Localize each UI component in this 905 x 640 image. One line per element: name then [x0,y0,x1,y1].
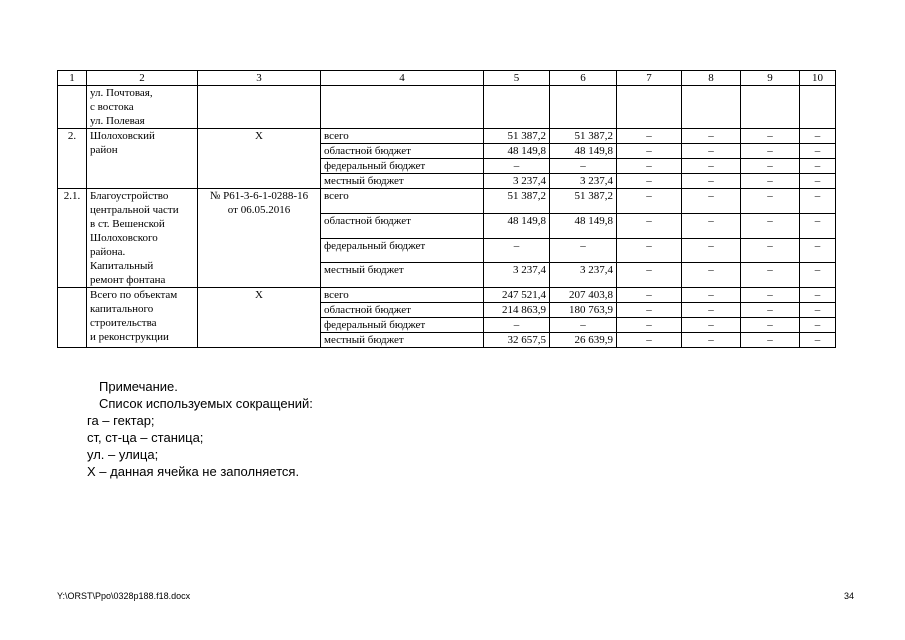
value-cell: – [741,159,800,174]
value-cell: 48 149,8 [484,144,550,159]
col-header: 6 [550,71,617,86]
value-cell: 51 387,2 [484,189,550,214]
value-cell: 3 237,4 [484,263,550,288]
note-item: ст, ст-ца – станица; [87,430,204,445]
value-cell: – [682,238,741,263]
value-cell: – [741,174,800,189]
value-cell: – [682,189,741,214]
col-header: 9 [741,71,800,86]
value-cell: – [617,318,682,333]
object-name-cell: ул. Почтовая, с востока ул. Полевая [87,86,198,129]
value-cell: – [741,189,800,214]
value-cell: – [800,303,836,318]
col-header: 5 [484,71,550,86]
row-number-cell: 2.1. [58,189,87,288]
object-name-cell: Благоустройство центральной части в ст. Вешенской Шолоховского района. Капитальный ремонт фонтана [87,189,198,288]
value-cell: – [800,238,836,263]
value-cell: – [800,213,836,238]
value-cell: 48 149,8 [550,213,617,238]
funding-source-cell: федеральный бюджет [321,238,484,263]
value-cell: – [800,263,836,288]
value-cell: – [682,288,741,303]
value-cell: 51 387,2 [484,129,550,144]
object-name-cell: Всего по объектам капитального строительства и реконструкции [87,288,198,348]
value-cell: – [617,333,682,348]
value-cell: – [741,213,800,238]
value-cell: 180 763,9 [550,303,617,318]
value-cell: 48 149,8 [484,213,550,238]
note-title: Примечание. [99,379,178,394]
value-cell: – [682,263,741,288]
value-cell: 51 387,2 [550,189,617,214]
table-row [58,288,836,303]
value-cell: – [741,263,800,288]
note-item: Х – данная ячейка не заполняется. [87,464,300,479]
funding-source-cell: областной бюджет [321,144,484,159]
note-block [87,378,313,480]
value-cell: – [617,129,682,144]
value-cell: 51 387,2 [550,129,617,144]
value-cell: – [741,303,800,318]
value-cell: 3 237,4 [550,174,617,189]
value-cell: 3 237,4 [484,174,550,189]
value-cell: – [682,333,741,348]
value-cell: – [682,144,741,159]
value-cell: – [617,303,682,318]
continuation-row [58,86,836,129]
value-cell: – [617,174,682,189]
funding-source-cell: федеральный бюджет [321,318,484,333]
value-cell: – [617,213,682,238]
col-header: 8 [682,71,741,86]
page-number: 34 [844,591,855,601]
note-item: ул. – улица; [87,447,159,462]
funding-source-cell: всего [321,129,484,144]
value-cell: – [617,189,682,214]
value-cell: – [682,213,741,238]
funding-source-cell: местный бюджет [321,263,484,288]
value-cell: – [682,129,741,144]
row-number-cell [58,288,87,348]
value-cell: – [484,318,550,333]
value-cell: 32 657,5 [484,333,550,348]
col-header: 4 [321,71,484,86]
value-cell: – [484,238,550,263]
file-path: Y:\ORST\Ppo\0328p188.f18.docx [57,591,191,601]
value-cell: – [617,238,682,263]
value-cell: 214 863,9 [484,303,550,318]
value-cell: – [800,318,836,333]
budget-table [57,70,836,348]
col-header: 2 [87,71,198,86]
value-cell: 247 521,4 [484,288,550,303]
value-cell: – [741,333,800,348]
value-cell: – [800,129,836,144]
value-cell: – [682,159,741,174]
value-cell: – [484,159,550,174]
table-row [58,129,836,144]
value-cell: – [682,318,741,333]
funding-source-cell: областной бюджет [321,213,484,238]
row-number-cell: 2. [58,129,87,189]
funding-source-cell: местный бюджет [321,333,484,348]
value-cell: – [741,144,800,159]
funding-source-cell: местный бюджет [321,174,484,189]
value-cell: – [741,288,800,303]
value-cell: – [617,288,682,303]
value-cell: – [800,159,836,174]
value-cell: 48 149,8 [550,144,617,159]
value-cell: – [682,174,741,189]
col-header: 3 [198,71,321,86]
document-code-cell: Х [198,129,321,189]
value-cell: 3 237,4 [550,263,617,288]
funding-source-cell: федеральный бюджет [321,159,484,174]
value-cell: – [800,333,836,348]
col-header: 10 [800,71,836,86]
value-cell: – [800,189,836,214]
value-cell: – [617,159,682,174]
value-cell: – [617,144,682,159]
document-code-cell: № Р61-3-6-1-0288-16 от 06.05.2016 [198,189,321,288]
value-cell: – [741,238,800,263]
value-cell: – [741,129,800,144]
header-row [58,71,836,86]
col-header: 7 [617,71,682,86]
value-cell: 26 639,9 [550,333,617,348]
value-cell: – [800,174,836,189]
value-cell: – [741,318,800,333]
funding-source-cell: всего [321,189,484,214]
object-name-cell: Шолоховский район [87,129,198,189]
value-cell: – [800,144,836,159]
funding-source-cell: всего [321,288,484,303]
note-list-title: Список используемых сокращений: [99,396,313,411]
value-cell: – [682,303,741,318]
value-cell: – [617,263,682,288]
funding-source-cell: областной бюджет [321,303,484,318]
col-header: 1 [58,71,87,86]
value-cell: – [800,288,836,303]
value-cell: – [550,238,617,263]
value-cell: 207 403,8 [550,288,617,303]
value-cell: – [550,159,617,174]
value-cell: – [550,318,617,333]
document-code-cell: Х [198,288,321,348]
table-row [58,189,836,214]
note-item: га – гектар; [87,413,155,428]
